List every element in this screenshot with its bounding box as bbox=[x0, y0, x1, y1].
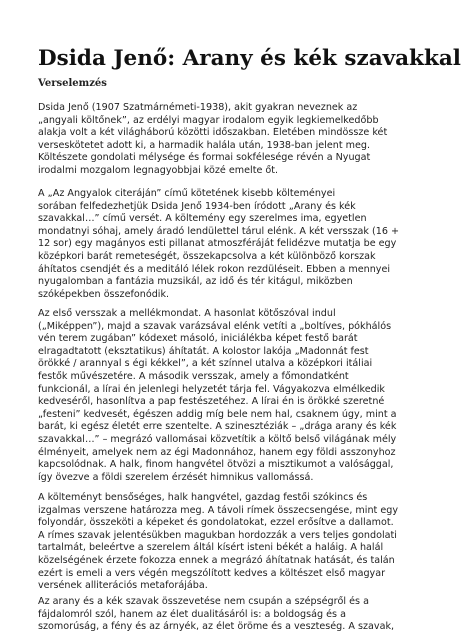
paragraph-line: izgalmas verszene határozza meg. A távoli rímek összecsengése, mint egy bbox=[38, 504, 399, 516]
paragraph-line: A „Az Angyalok citeráján” című kötetének kisebb költeményei bbox=[38, 188, 336, 199]
paragraph-line: ezért is emeli a vers végén megszólított kedves a költészet első magyar bbox=[38, 567, 386, 579]
paragraph-line: kapcsolódnak. A halk, finom hangvétel ötvözi a misztikumot a valósággal, bbox=[38, 459, 394, 471]
paragraph-context bbox=[38, 188, 438, 301]
paragraph-line: („Miképpen”), majd a szavak varázsával elénk vetíti a „boltíves, pókhálós bbox=[38, 320, 392, 332]
paragraph-line: versének alliterációs metaforájába. bbox=[38, 580, 208, 592]
paragraph-line: festők művészetére. A második versszak, amely a főmondatként bbox=[38, 370, 349, 382]
paragraph-line: tartalmát, beleértve a szerelem áltál kísért isteni békét a haláig. A halál bbox=[38, 542, 384, 554]
paragraph-line: mondatnyi sóhaj, amely áradó lendülettel tárul elénk. A két versszak (16 + bbox=[38, 225, 400, 237]
paragraph-line: szavakkal…” című versét. A költemény egy szerelmes ima, egyetlen bbox=[38, 213, 367, 225]
paragraph-line: Az első versszak a mellékmondat. A hasonlat kötőszóval indul bbox=[38, 308, 336, 319]
paragraph-line: áhítatos csendjét és a meditáló lélek rokon rezdüléseit. Ebben a mennyei bbox=[38, 263, 391, 275]
paragraph-line: barát, ki egész életét erre szentelte. A szinesztéziák – „drága arany és kék bbox=[38, 421, 397, 433]
paragraph-line: örökké / arannyal s égi kékkel”, a két színnel utalva a középkori itáliai bbox=[38, 358, 373, 370]
paragraph-line: szomorúság, a fény és az árnyék, az élet öröme és a veszteség. A szavak, bbox=[38, 621, 395, 633]
paragraph-line: nyugalomban a fantázia muzsikál, az idő és tér kitágul, miközben bbox=[38, 276, 353, 288]
paragraph-line: szóképekben összefonódik. bbox=[38, 288, 170, 300]
paragraph-line: folyondár, összeköti a képeket és gondolatokat, ezzel erősítve a dallamot. bbox=[38, 517, 394, 529]
paragraph-line: középkori barát remeteségét, összekapcsolva a két különböző korszak bbox=[38, 250, 376, 262]
paragraph-line: Az arany és a kék szavak összevetése nem csupán a szépségről és a bbox=[38, 596, 369, 607]
paragraph-colors bbox=[38, 596, 438, 634]
paragraph-line: A költeményt bensőséges, halk hangvétel, gazdag festői szókincs és bbox=[38, 492, 368, 503]
page-title: Dsida Jenő: Arany és kék szavakkal bbox=[38, 46, 461, 71]
paragraph-line: verseskötetet adott ki, a harmadik halála után, 1938-ban jelent meg. bbox=[38, 139, 371, 151]
paragraph-line: vén terem zugában” kódexet másoló, iniciálékba képet festő barát bbox=[38, 333, 358, 345]
paragraph-intro bbox=[38, 102, 438, 178]
paragraph-first-stanza bbox=[38, 308, 438, 484]
paragraph-line: szavakkal…” – megrázó vallomásai közvetítik a költő belső világának mély bbox=[38, 433, 397, 445]
paragraph-line: Dsida Jenő (1907 Szatmárnémeti-1938), akit gyakran neveznek az bbox=[38, 102, 358, 113]
paragraph-line: élményeit, amelyek nem az égi Madonnához, hanem egy földi asszonyhoz bbox=[38, 446, 396, 458]
paragraph-style bbox=[38, 492, 438, 593]
paragraph-line: „angyali költőnek”, az erdélyi magyar irodalom egyik legkiemelkedőbb bbox=[38, 114, 379, 126]
paragraph-line: fájdalomról szól, hanem az élet dualitásáról is: a boldogság és a bbox=[38, 608, 346, 620]
paragraph-line: alakja volt a két világháború közötti időszakban. Életében mindössze két bbox=[38, 127, 388, 139]
paragraph-line: 12 sor) egy magányos esti pillanat atmoszféráját felidézve mutatja be egy bbox=[38, 238, 397, 250]
page-subtitle: Verselemzés bbox=[38, 78, 107, 89]
paragraph-line: közelségének érzete fokozza ennek a megrázó áhítatnak hatását, és talán bbox=[38, 554, 395, 566]
paragraph-line: elragadtatott (eksztatikus) áhítatát. A kolostor lakója „Madonnát fest bbox=[38, 345, 369, 357]
paragraph-line: sorában felfedezhetjük Dsida Jenő 1934-ben íródott „Arany és kék bbox=[38, 200, 356, 212]
paragraph-line: Költészete gondolati mélysége és formai sokfélesége révén a Nyugat bbox=[38, 152, 371, 164]
paragraph-line: A rímes szavak jelentésükben magukban hordozzák a vers teljes gondolati bbox=[38, 529, 397, 541]
paragraph-line: funkcionál, a lírai én jelenlegi helyzetét tárja fel. Vágyakozva elmélkedik bbox=[38, 383, 385, 395]
paragraph-line: kedveséről, hasonlítva a pap festészetéhez. A lírai én is örökké szeretné bbox=[38, 396, 385, 408]
paragraph-line: irodalmi mozgalom legnagyobbjai közé emelte őt. bbox=[38, 164, 279, 176]
paragraph-line: „festeni” kedvesét, égészen addig míg bele nem hal, csaknem úgy, mint a bbox=[38, 408, 397, 420]
paragraph-line: így övezve a földi szerelem érzését himnikus vallomássá. bbox=[38, 471, 314, 483]
